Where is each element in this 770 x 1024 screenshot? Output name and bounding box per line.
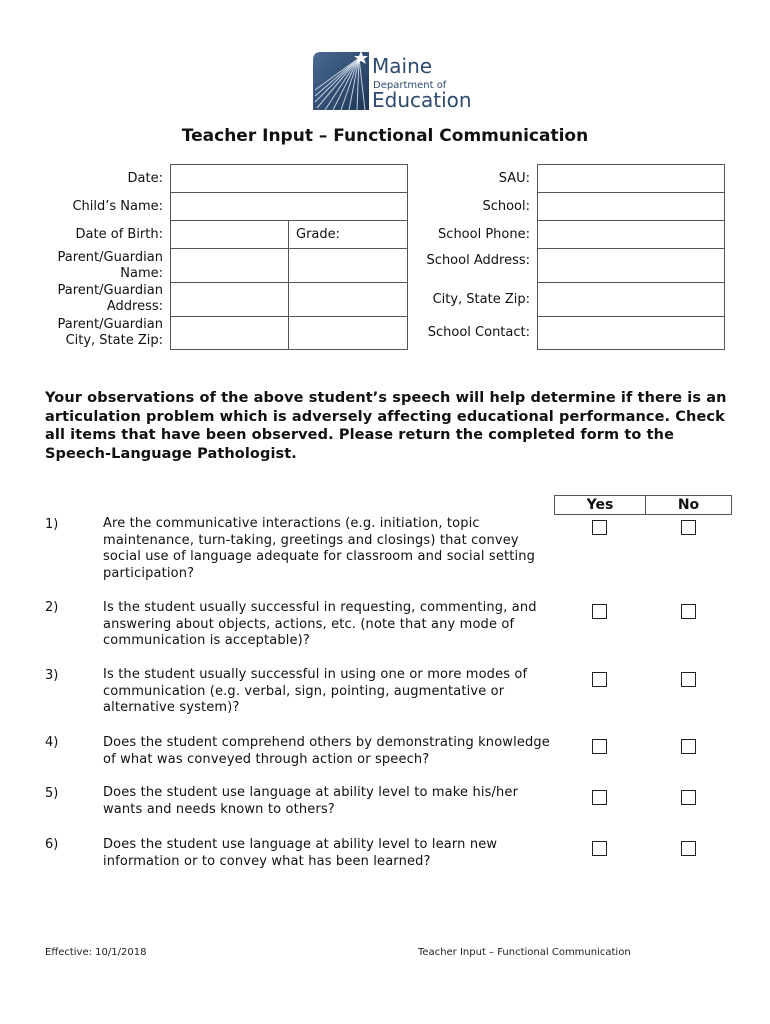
grade-label: Grade: <box>296 227 341 242</box>
parent-address-label: Parent/Guardian Address: <box>57 283 163 314</box>
instructions-text: Your observations of the above student’s speech will help determine if there is an articulation problem which is adversely affecting educational performance. Check all items that have been observed. Please return the completed form to the Speech-Language Pathologist. <box>45 390 727 462</box>
dob-label: Date of Birth: <box>75 227 163 242</box>
parent-name-field-extra[interactable] <box>288 248 408 283</box>
dob-field[interactable] <box>170 220 289 249</box>
question-6-yes-checkbox[interactable] <box>592 841 607 856</box>
logo-text-maine: Maine <box>372 54 433 78</box>
question-1-yes-checkbox[interactable] <box>592 520 607 535</box>
question-5-no-checkbox[interactable] <box>681 790 696 805</box>
parent-name-label: Parent/Guardian Name: <box>57 250 163 281</box>
sau-label: SAU: <box>498 171 530 186</box>
question-2-no-checkbox[interactable] <box>681 604 696 619</box>
sau-field[interactable] <box>537 164 725 193</box>
page-title: Teacher Input – Functional Communication <box>181 126 589 146</box>
no-column-header <box>645 495 732 515</box>
question-number: 2) <box>45 600 59 615</box>
question-5-yes-checkbox[interactable] <box>592 790 607 805</box>
school-city-field[interactable] <box>537 282 725 317</box>
question-number: 1) <box>45 517 59 532</box>
question-text: Does the student comprehend others by demonstrating knowledge of what was conveyed through action or speech? <box>103 735 550 767</box>
parent-name-field[interactable] <box>170 248 289 283</box>
yes-column-header <box>554 495 646 515</box>
question-number: 4) <box>45 735 59 750</box>
school-address-field[interactable] <box>537 248 725 283</box>
question-text: Are the communicative interactions (e.g. initiation, topic maintenance, turn-taking, greetings and closings) that convey social use of language adequate for classroom and social setting participation? <box>103 516 536 581</box>
child-name-field[interactable] <box>170 192 408 221</box>
footer-effective-date: Effective: 10/1/2018 <box>45 947 147 958</box>
question-text: Is the student usually successful in requesting, commenting, and answering about objects, actions, etc. (note that any mode of communication is acceptable)? <box>103 600 537 648</box>
question-3-yes-checkbox[interactable] <box>592 672 607 687</box>
parent-address-field[interactable] <box>170 282 289 317</box>
date-label: Date: <box>127 171 163 186</box>
parent-city-field-extra[interactable] <box>288 316 408 350</box>
school-address-label: School Address: <box>426 253 530 268</box>
question-4-yes-checkbox[interactable] <box>592 739 607 754</box>
question-4-no-checkbox[interactable] <box>681 739 696 754</box>
question-text: Does the student use language at ability level to learn new information or to convey what has been learned? <box>103 837 498 869</box>
school-phone-field[interactable] <box>537 220 725 249</box>
no-header-label: No <box>677 497 700 513</box>
question-3-no-checkbox[interactable] <box>681 672 696 687</box>
footer-form-name: Teacher Input – Functional Communication <box>418 947 631 958</box>
logo-text-department: Department of <box>373 80 447 91</box>
question-text: Does the student use language at ability level to make his/her wants and needs known to others? <box>103 785 519 817</box>
question-number: 3) <box>45 668 59 683</box>
logo-text-education: Education <box>372 88 472 112</box>
question-text: Is the student usually successful in using one or more modes of communication (e.g. verbal, sign, pointing, augmentative or alternative system)? <box>103 667 528 715</box>
parent-address-field-extra[interactable] <box>288 282 408 317</box>
maine-doe-logo <box>311 50 486 112</box>
parent-city-field[interactable] <box>170 316 289 350</box>
question-6-no-checkbox[interactable] <box>681 841 696 856</box>
grade-field[interactable] <box>288 220 408 249</box>
school-contact-field[interactable] <box>537 316 725 350</box>
question-number: 5) <box>45 786 59 801</box>
logo-emblem-icon <box>311 50 371 112</box>
school-label: School: <box>482 199 530 214</box>
parent-city-label: Parent/Guardian City, State Zip: <box>57 317 163 348</box>
question-1-no-checkbox[interactable] <box>681 520 696 535</box>
question-2-yes-checkbox[interactable] <box>592 604 607 619</box>
school-contact-label: School Contact: <box>427 325 530 340</box>
question-number: 6) <box>45 837 59 852</box>
school-field[interactable] <box>537 192 725 221</box>
yes-header-label: Yes <box>586 497 614 513</box>
date-field[interactable] <box>170 164 408 193</box>
child-name-label: Child’s Name: <box>72 199 163 214</box>
school-phone-label: School Phone: <box>438 227 530 242</box>
school-city-label: City, State Zip: <box>432 292 530 307</box>
